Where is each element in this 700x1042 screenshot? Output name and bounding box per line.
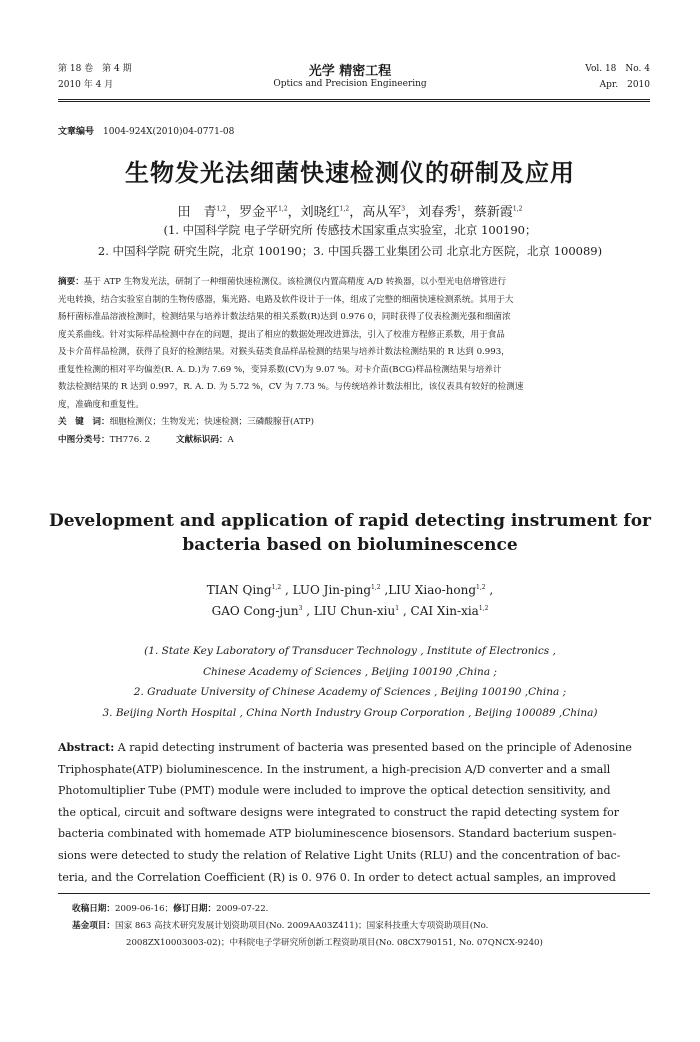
- article-number-value: 1004-924X(2010)04-0771-08: [103, 127, 235, 137]
- affiliation-zh-2: 2. 中国科学院 研究生院，北京 100190；3. 中国兵器工业集团公司 北京北方医院，北京 100089): [97, 244, 603, 258]
- footnote-dates: [72, 901, 543, 918]
- affiliations-en: [0, 641, 700, 723]
- abstract-en-line: Triphosphate(ATP) bioluminescence. In the instrument, a high-precision A/D converter and a small: [58, 762, 611, 776]
- keywords-zh-label: 关 键 词：: [58, 417, 110, 427]
- title-en-line-2: bacteria based on bioluminescence: [182, 535, 518, 555]
- abstract-en-line: the optical, circuit and software designs were integrated to construct the rapid detecting system for: [58, 805, 620, 819]
- affiliation-en-line: Chinese Academy of Sciences , Beijing 100190 ,China ;: [203, 665, 497, 678]
- keywords-zh-value: 细胞检测仪；生物发光；快速检测；三磷酸腺苷(ATP): [109, 417, 315, 427]
- received-date: 2009-06-16；: [114, 904, 174, 914]
- authors-en-line-1: [0, 580, 700, 601]
- abstract-en-line: Photomultiplier Tube (PMT) module were included to improve the optical detection sensitivity, and: [58, 784, 611, 798]
- affiliation-en-line: 3. Beijing North Hospital , China North Industry Group Corporation , Beijing 100089 ,China): [102, 706, 598, 719]
- abstract-zh-line: 度关系曲线。针对实际样品检测中存在的问题，提出了相应的数据处理改进算法，引入了校准方程修正系数，用于食品: [58, 329, 505, 340]
- abstract-en-line: A rapid detecting instrument of bacteria was presented based on the principle of Adenosine: [114, 741, 632, 754]
- authors-en-line-2: [0, 601, 700, 622]
- abstract-en: [58, 737, 650, 888]
- article-number-label: 文章编号: [58, 127, 95, 137]
- author-en-sup: 1,2: [478, 605, 489, 612]
- clc-label: 中图分类号：: [58, 434, 110, 445]
- abstract-zh: [58, 274, 650, 449]
- abstract-zh-line: 及卡介苗样品检测，获得了良好的检测结果。对猴头菇类食品样品检测的结果与培养计数法检测结果的 R 达到 0.993，: [58, 347, 510, 357]
- author-zh-3: ，刘晓红: [287, 205, 340, 220]
- footnotes: [72, 901, 543, 952]
- author-en: , LUO Jin-ping: [281, 583, 372, 597]
- abstract-zh-line: 数法检测结果的 R 达到 0.997，R. A. D. 为 5.72 %，CV 为 7.73 %。与传统培养计数法相比，该仪表具有较好的检测速: [58, 382, 524, 392]
- doc-code-label: 文献标识码：: [175, 434, 228, 445]
- fund-line-1: 国家 863 高技术研究发展计划资助项目(No. 2009AA03Z411)；国家科技重大专项资助项目(No.: [114, 921, 489, 931]
- abstract-zh-label: 摘要：: [58, 277, 84, 287]
- revised-date: 2009-07-22.: [216, 904, 269, 914]
- abstract-en-line: bacteria combinated with homemade ATP bioluminescence biosensors. Standard bacterium suspen-: [58, 827, 617, 841]
- author-en: , LIU Chun-xiu: [302, 604, 396, 618]
- author-en-sup: 1,2: [476, 584, 486, 591]
- author-en-sup: 1,2: [371, 584, 381, 591]
- footnote-fund: [72, 918, 543, 935]
- received-label: 收稿日期：: [72, 904, 115, 914]
- fund-label: 基金项目：: [72, 921, 115, 931]
- author-zh-5-sup: 1: [457, 205, 461, 213]
- author-zh-6: ，蔡新霞: [460, 205, 513, 220]
- date-en: Apr. 2010: [599, 80, 650, 90]
- header-rule: [58, 99, 650, 100]
- author-en-sep: ,: [485, 583, 494, 597]
- author-en: , CAI Xin-xia: [399, 604, 479, 618]
- author-zh-1: 田 青: [177, 205, 217, 220]
- revised-label: 修订日期：: [173, 904, 217, 914]
- abstract-en-label: Abstract:: [58, 741, 115, 754]
- authors-zh: [0, 201, 700, 220]
- author-en-sup: 1: [395, 605, 400, 612]
- classification: [58, 432, 650, 450]
- title-en-line-1: Development and application of rapid detecting instrument for: [48, 511, 652, 531]
- author-en-sup: 1,2: [271, 584, 282, 591]
- author-zh-2: ，罗金平: [226, 205, 279, 220]
- author-zh-1-sup: 1,2: [216, 205, 227, 213]
- date-zh: 2010 年 4 月: [58, 80, 114, 90]
- author-zh-2-sup: 1,2: [278, 205, 288, 213]
- fund-line-2: 2008ZX10003003-02)；中科院电子学研究所创新工程资助项目(No. 08CX790151, No. 07QNCX-9240): [126, 938, 543, 948]
- affiliation-en-line: 2. Graduate University of Chinese Academy of Sciences , Beijing 100190 ,China ;: [133, 686, 567, 698]
- author-zh-4-sup: 3: [401, 205, 406, 213]
- author-zh-6-sup: 1,2: [512, 205, 523, 213]
- keywords-zh: [58, 414, 650, 432]
- abstract-zh-line: 重复性检测的相对平均偏差(R. A. D.)为 7.69 %，变异系数(CV)为 9.07 %。对卡介苗(BCG)样品检测结果与培养计: [58, 364, 502, 375]
- clc-value: TH776. 2: [109, 434, 151, 445]
- doc-code-value: A: [227, 434, 234, 445]
- journal-title-zh: 光学 精密工程: [308, 64, 392, 79]
- article-number: [58, 124, 234, 137]
- abstract-zh-line: 度，准确度和重复性。: [58, 399, 144, 410]
- affiliation-zh-1: (1. 中国科学院 电子学研究所 传感技术国家重点实验室，北京 100190；: [163, 223, 537, 237]
- author-en: TIAN Qing: [206, 583, 272, 597]
- abstract-zh-line: 基于 ATP 生物发光法，研制了一种细菌快速检测仪。该检测仪内置高精度 A/D 转换器，以小型光电倍增管进行: [83, 277, 507, 287]
- authors-en: [0, 580, 700, 622]
- header-rule-2: [58, 101, 650, 102]
- abstract-zh-line: 光电转换，结合实验室自制的生物传感器，集光路、电路及软件设计于一体，组成了完整的细菌快速检测系统。其用于大: [58, 294, 514, 305]
- abstract-en-line: sions were detected to study the relation of Relative Light Units (RLU) and the concentration of bac-: [58, 848, 621, 862]
- title-zh: 生物发光法细菌快速检测仪的研制及应用: [125, 159, 575, 187]
- title-en: [0, 509, 700, 557]
- affiliation-en-line: (1. State Key Laboratory of Transducer Technology , Institute of Electronics ,: [144, 645, 556, 657]
- author-en: GAO Cong-jun: [211, 604, 299, 618]
- volume-issue-en: Vol. 18 No. 4: [585, 64, 650, 74]
- abstract-en-line: teria, and the Correlation Coefficient (R) is 0. 976 0. In order to detect actual samples, an improved: [58, 870, 616, 884]
- author-en-sup: 3: [298, 605, 303, 612]
- author-en: ,LIU Xiao-hong: [380, 583, 477, 597]
- volume-issue-zh: 第 18 卷 第 4 期: [58, 64, 132, 74]
- abstract-zh-line: 肠杆菌标准品溶液检测时，检测结果与培养计数法结果的相关系数(R)达到 0.976 0，同时获得了仪表检测光强和细菌浓: [58, 312, 511, 322]
- author-zh-3-sup: 1,2: [339, 205, 350, 213]
- journal-title-en: Optics and Precision Engineering: [273, 79, 427, 89]
- author-zh-5: ，刘春秀: [405, 205, 458, 220]
- footnote-rule: [58, 893, 650, 894]
- author-zh-4: ，高从军: [349, 205, 402, 220]
